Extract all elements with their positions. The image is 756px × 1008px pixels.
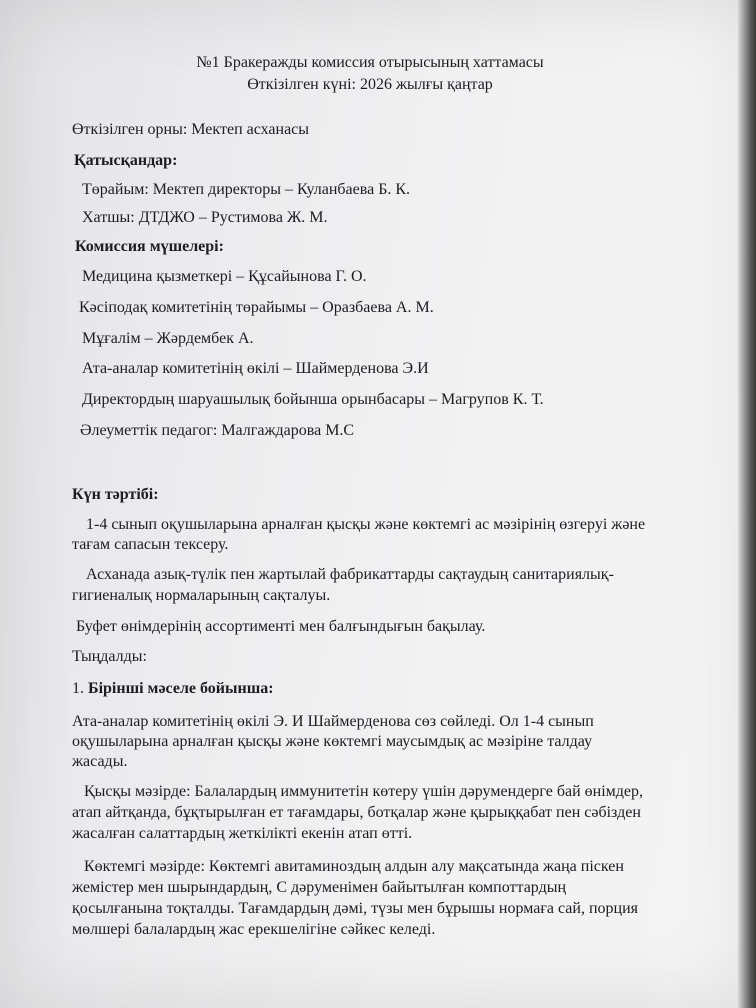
heard-label: Тыңдалды: (72, 648, 147, 665)
paragraph-3-line: Көктемгі мәзірде: Көктемгі авитаминоздың алдын алу мақсатында жаңа піскен (84, 858, 624, 875)
member-item: Әлеуметтік педагог: Малгаждарова М.С (80, 422, 355, 439)
agenda-item-1-cont: тағам сапасын тексеру. (72, 536, 229, 553)
agenda-heading: Күн тәртібі: (72, 486, 159, 503)
venue: Өткізілген орны: Мектеп асханасы (72, 121, 310, 138)
secretary: Хатшы: ДТДЖО – Рустимова Ж. М. (82, 209, 328, 226)
paragraph-3-line: қосылғанына тоқталды. Тағамдардың дәмі, түзы мен бұрышы нормаға сай, порция (72, 900, 638, 917)
paragraph-2-line: жасалған салаттардың жеткілікті екенін атап өтті. (72, 825, 413, 842)
paragraph-1-line: жасады. (72, 753, 128, 770)
participants-heading: Қатысқандар: (74, 152, 178, 169)
issue-title: Бірінші мәселе бойынша: (88, 680, 274, 697)
doc-date: Өткізілген күні: 2026 жылғы қаңтар (247, 76, 493, 93)
agenda-item-3: Буфет өнімдерінің ассортименті мен балғындығын бақылау. (76, 618, 486, 635)
chair: Төрайым: Мектеп директоры – Куланбаева Б. К. (82, 181, 411, 198)
issue-heading (72, 678, 274, 699)
member-item: Мұғалім – Жәрдембек А. (82, 330, 254, 347)
background-edge (738, 0, 756, 1008)
member-item: Кәсіподақ комитетінің төрайымы – Оразбаева А. М. (79, 299, 434, 316)
issue-number: 1. (72, 680, 84, 697)
paragraph-1-line: Ата-аналар комитетінің өкілі Э. И Шаймерденова сөз сөйледі. Ол 1-4 сынып (72, 713, 594, 730)
agenda-item-1: 1-4 сынып оқушыларына арналған қысқы және көктемгі ас мәзірінің өзгеруі және (86, 516, 646, 533)
paragraph-2-line: атап айтқанда, бұқтырылған ет тағамдары, ботқалар және қырыққабат пен сәбізден (72, 804, 641, 821)
agenda-item-2-cont: гигиеналық нормаларының сақталуы. (72, 587, 331, 604)
paragraph-2-line: Қысқы мәзірде: Балалардың иммунитетін көтеру үшін дәрумендерге бай өнімдер, (84, 783, 643, 800)
member-item: Медицина қызметкері – Құсайынова Г. О. (82, 268, 367, 285)
members-heading: Комиссия мүшелері: (75, 238, 224, 255)
paragraph-3-line: мөлшері балалардың жас ерекшелігіне сәйкес келеді. (72, 921, 436, 938)
member-item: Ата-аналар комитетінің өкілі – Шаймерденова Э.И (82, 360, 429, 377)
paragraph-3-line: жемістер мен шырындардың, С дәруменімен байытылған компоттардың (72, 879, 567, 896)
doc-title: №1 Бракеражды комиссия отырысының хаттамасы (196, 54, 544, 71)
paragraph-1-line: оқушыларына арналған қысқы және көктемгі маусымдық ас мәзіріне талдау (72, 733, 593, 750)
member-item: Директордың шаруашылық бойынша орынбасары – Магрупов К. Т. (82, 391, 544, 408)
agenda-item-2: Асханада азық-түлік пен жартылай фабрикаттарды сақтаудың санитариялық- (86, 566, 614, 583)
